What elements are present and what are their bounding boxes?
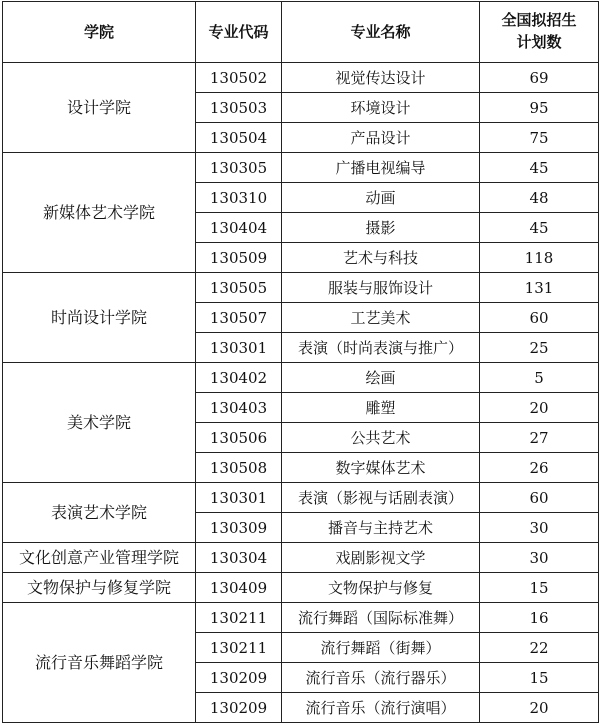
major-code-cell: 130402 xyxy=(196,363,282,393)
major-code-cell: 130507 xyxy=(196,303,282,333)
major-name-cell: 戏剧影视文学 xyxy=(282,543,480,573)
header-code: 专业代码 xyxy=(196,2,282,63)
major-code-cell: 130301 xyxy=(196,483,282,513)
major-code-cell: 130209 xyxy=(196,693,282,723)
enrollment-plan-table xyxy=(2,1,599,723)
major-code-cell: 130301 xyxy=(196,333,282,363)
major-code-cell: 130211 xyxy=(196,633,282,663)
major-name-cell: 服装与服饰设计 xyxy=(282,273,480,303)
college-cell: 文物保护与修复学院 xyxy=(3,573,196,603)
plan-count-cell: 27 xyxy=(480,423,599,453)
plan-count-cell: 20 xyxy=(480,693,599,723)
college-cell: 设计学院 xyxy=(3,63,196,153)
major-code-cell: 130506 xyxy=(196,423,282,453)
major-name-cell: 表演（时尚表演与推广） xyxy=(282,333,480,363)
major-name-cell: 公共艺术 xyxy=(282,423,480,453)
major-code-cell: 130305 xyxy=(196,153,282,183)
table-body xyxy=(3,63,599,723)
table-row xyxy=(3,483,599,513)
major-name-cell: 雕塑 xyxy=(282,393,480,423)
plan-count-cell: 118 xyxy=(480,243,599,273)
college-cell: 表演艺术学院 xyxy=(3,483,196,543)
plan-count-cell: 22 xyxy=(480,633,599,663)
plan-count-cell: 30 xyxy=(480,513,599,543)
plan-count-cell: 60 xyxy=(480,483,599,513)
plan-count-cell: 16 xyxy=(480,603,599,633)
table-row xyxy=(3,603,599,633)
header-college: 学院 xyxy=(3,2,196,63)
major-name-cell: 流行舞蹈（街舞） xyxy=(282,633,480,663)
plan-count-cell: 26 xyxy=(480,453,599,483)
major-name-cell: 表演（影视与话剧表演） xyxy=(282,483,480,513)
table-row xyxy=(3,273,599,303)
plan-count-cell: 5 xyxy=(480,363,599,393)
plan-count-cell: 75 xyxy=(480,123,599,153)
major-code-cell: 130404 xyxy=(196,213,282,243)
major-code-cell: 130309 xyxy=(196,513,282,543)
header-plan-line1: 全国拟招生 xyxy=(501,11,577,30)
major-name-cell: 流行舞蹈（国际标准舞） xyxy=(282,603,480,633)
plan-count-cell: 69 xyxy=(480,63,599,93)
header-plan xyxy=(480,2,599,63)
major-name-cell: 广播电视编导 xyxy=(282,153,480,183)
plan-count-cell: 15 xyxy=(480,663,599,693)
plan-count-cell: 30 xyxy=(480,543,599,573)
major-code-cell: 130403 xyxy=(196,393,282,423)
college-cell: 新媒体艺术学院 xyxy=(3,153,196,273)
major-name-cell: 绘画 xyxy=(282,363,480,393)
table-row xyxy=(3,363,599,393)
table-row xyxy=(3,573,599,603)
plan-count-cell: 60 xyxy=(480,303,599,333)
plan-count-cell: 45 xyxy=(480,213,599,243)
major-name-cell: 流行音乐（流行演唱） xyxy=(282,693,480,723)
major-name-cell: 产品设计 xyxy=(282,123,480,153)
plan-count-cell: 95 xyxy=(480,93,599,123)
major-code-cell: 130508 xyxy=(196,453,282,483)
plan-count-cell: 48 xyxy=(480,183,599,213)
major-name-cell: 动画 xyxy=(282,183,480,213)
plan-count-cell: 45 xyxy=(480,153,599,183)
major-name-cell: 工艺美术 xyxy=(282,303,480,333)
major-name-cell: 环境设计 xyxy=(282,93,480,123)
college-cell: 时尚设计学院 xyxy=(3,273,196,363)
major-name-cell: 艺术与科技 xyxy=(282,243,480,273)
major-name-cell: 播音与主持艺术 xyxy=(282,513,480,543)
header-name: 专业名称 xyxy=(282,2,480,63)
major-code-cell: 130509 xyxy=(196,243,282,273)
college-cell: 美术学院 xyxy=(3,363,196,483)
header-plan-line2: 计划数 xyxy=(516,33,562,51)
college-cell: 文化创意产业管理学院 xyxy=(3,543,196,573)
plan-count-cell: 131 xyxy=(480,273,599,303)
major-name-cell: 流行音乐（流行器乐） xyxy=(282,663,480,693)
header-row xyxy=(3,2,599,63)
plan-count-cell: 15 xyxy=(480,573,599,603)
major-name-cell: 摄影 xyxy=(282,213,480,243)
major-name-cell: 文物保护与修复 xyxy=(282,573,480,603)
major-code-cell: 130409 xyxy=(196,573,282,603)
major-code-cell: 130502 xyxy=(196,63,282,93)
major-code-cell: 130209 xyxy=(196,663,282,693)
table-row xyxy=(3,153,599,183)
major-name-cell: 视觉传达设计 xyxy=(282,63,480,93)
major-code-cell: 130304 xyxy=(196,543,282,573)
major-code-cell: 130503 xyxy=(196,93,282,123)
major-code-cell: 130505 xyxy=(196,273,282,303)
table-row xyxy=(3,543,599,573)
major-code-cell: 130211 xyxy=(196,603,282,633)
table-row xyxy=(3,63,599,93)
major-code-cell: 130310 xyxy=(196,183,282,213)
plan-count-cell: 20 xyxy=(480,393,599,423)
major-name-cell: 数字媒体艺术 xyxy=(282,453,480,483)
college-cell: 流行音乐舞蹈学院 xyxy=(3,603,196,723)
major-code-cell: 130504 xyxy=(196,123,282,153)
plan-count-cell: 25 xyxy=(480,333,599,363)
